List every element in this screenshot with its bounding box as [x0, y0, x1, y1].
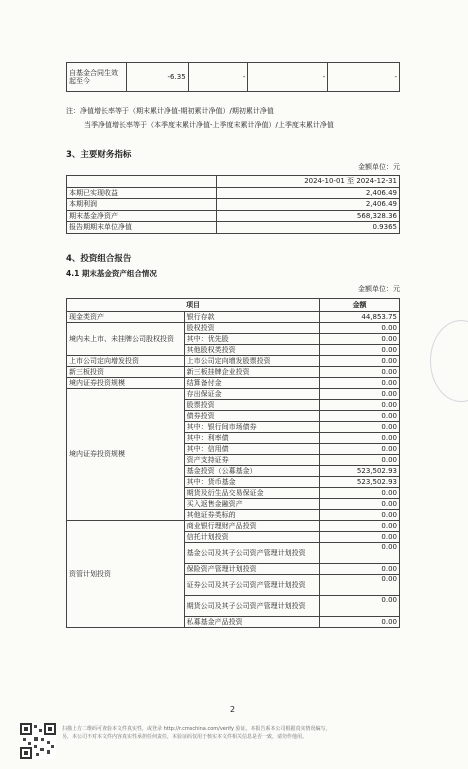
asset-allocation-table: [66, 298, 400, 628]
category-label: 境内未上市、未挂牌公司股权投资: [67, 323, 185, 356]
table-row: [67, 210, 400, 222]
item-label: 存出保证金: [184, 389, 320, 400]
indicator-label: 期末基金净资产: [67, 210, 217, 222]
amount-value: 0.00: [320, 422, 400, 433]
amount-value: 0.00: [320, 411, 400, 422]
item-label: 买入返售金融资产: [184, 499, 320, 510]
amount-value: 0.00: [320, 389, 400, 400]
indicator-value: 2,406.49: [216, 187, 400, 199]
subsection-heading: 4.1 期末基金资产组合情况: [66, 269, 157, 278]
note-line: 当季净值增长率等于（本季度末累计净值-上季度末累计净值）/上季度末累计净值: [84, 121, 334, 129]
amount-value: 0.00: [320, 433, 400, 444]
financial-indicators-table: [66, 175, 400, 234]
item-label: 新三板挂牌企业投资: [184, 367, 320, 378]
table-row: [67, 521, 400, 532]
category-label: 境内证券投资规模: [67, 378, 185, 389]
column-header-amount: 金额: [320, 299, 400, 312]
item-label: 其他证券类标的: [184, 510, 320, 521]
item-label: 上市公司定向增发股票投资: [184, 356, 320, 367]
perf-dash: -: [248, 63, 328, 92]
table-header-row: [67, 299, 400, 312]
item-label: 信托计划投资: [184, 532, 320, 543]
category-label: 境内证券投资规模: [67, 389, 185, 521]
section-heading: 3、主要财务指标: [66, 150, 132, 160]
amount-value: 0.00: [320, 323, 400, 334]
table-row: [67, 389, 400, 400]
footer-line: 另，本公司不对本文件内容真实性承担任何责任，本验证码仅用于核实本文件相关信息是否一致，请勿作他用。: [62, 734, 308, 740]
period-header: 2024-10-01 至 2024-12-31: [216, 176, 400, 188]
item-label: 其中：信用债: [184, 444, 320, 455]
amount-value: 0.00: [320, 334, 400, 345]
item-label: 证券公司及其子公司资产管理计划投资: [184, 575, 320, 596]
amount-value: 0.00: [320, 345, 400, 356]
table-row: [67, 378, 400, 389]
item-label: 商业银行理财产品投资: [184, 521, 320, 532]
amount-value: 0.00: [320, 356, 400, 367]
perf-value: -6.35: [126, 63, 188, 92]
indicator-value: 568,328.36: [216, 210, 400, 222]
item-label: 股票投资: [184, 400, 320, 411]
item-label: 其中：银行间市场债券: [184, 422, 320, 433]
item-label: 银行存款: [184, 312, 320, 323]
table-row: [67, 222, 400, 234]
verification-footer: [62, 725, 462, 741]
category-label: 资管计划投资: [67, 521, 185, 628]
note-line: 注：净值增长率等于（期末累计净值-期初累计净值）/期初累计净值: [66, 107, 274, 115]
table-row: [67, 312, 400, 323]
category-label: 新三板投资: [67, 367, 185, 378]
item-label: 其他股权类投资: [184, 345, 320, 356]
indicator-value: 0.9365: [216, 222, 400, 234]
item-label: 期货公司及其子公司资产管理计划投资: [184, 596, 320, 617]
amount-value: 0.00: [320, 596, 400, 617]
item-label: 股权投资: [184, 323, 320, 334]
indicator-value: 2,406.49: [216, 199, 400, 211]
item-label: 保险资产管理计划投资: [184, 564, 320, 575]
amount-value: 0.00: [320, 367, 400, 378]
table-row: [67, 367, 400, 378]
item-label: 其中：利率债: [184, 433, 320, 444]
amount-value: 0.00: [320, 575, 400, 596]
item-label: 基金投资（公募基金）: [184, 466, 320, 477]
perf-dash: -: [188, 63, 248, 92]
amount-value: 0.00: [320, 488, 400, 499]
indicator-label: 报告期期末单位净值: [67, 222, 217, 234]
table-row: [67, 199, 400, 211]
item-label: 其中：货币基金: [184, 477, 320, 488]
item-label: 其中：优先股: [184, 334, 320, 345]
table-row: [67, 187, 400, 199]
table-row: [67, 63, 400, 92]
amount-value: 523,502.93: [320, 477, 400, 488]
item-label: 结算备付金: [184, 378, 320, 389]
amount-value: 0.00: [320, 543, 400, 564]
amount-value: 0.00: [320, 564, 400, 575]
category-label: 现金类资产: [67, 312, 185, 323]
perf-period-label: 自基金合同生效起至今: [67, 63, 127, 92]
amount-value: 0.00: [320, 499, 400, 510]
column-header-item: 项目: [67, 299, 320, 312]
section-heading: 4、投资组合报告: [66, 254, 132, 264]
amount-value: 0.00: [320, 444, 400, 455]
amount-value: 523,502.93: [320, 466, 400, 477]
item-label: 资产支持证券: [184, 455, 320, 466]
amount-value: 0.00: [320, 532, 400, 543]
amount-value: 44,853.75: [320, 312, 400, 323]
perf-dash: -: [328, 63, 400, 92]
amount-value: 0.00: [320, 400, 400, 411]
item-label: 债券投资: [184, 411, 320, 422]
page-number: 2: [230, 705, 236, 714]
category-label: 上市公司定向增发投资: [67, 356, 185, 367]
footer-line: 扫描上方二维码可查验本文件真实性，或登录 http://r.cmschina.com/verify 验证。本报告系本公司根据真实情况编写，: [62, 726, 331, 732]
amount-value: 0.00: [320, 510, 400, 521]
amount-value: 0.00: [320, 455, 400, 466]
indicator-label: 本期利润: [67, 199, 217, 211]
table-row: [67, 356, 400, 367]
amount-value: 0.00: [320, 617, 400, 628]
item-label: 私募基金产品投资: [184, 617, 320, 628]
indicator-label: 本期已实现收益: [67, 187, 217, 199]
item-label: 基金公司及其子公司资产管理计划投资: [184, 543, 320, 564]
unit-label: 金额单位：元: [358, 163, 400, 171]
table-row: [67, 176, 400, 188]
seal-stamp: [430, 320, 468, 402]
item-label: 期货及衍生品交易保证金: [184, 488, 320, 499]
amount-value: 0.00: [320, 378, 400, 389]
qr-code-icon: [20, 723, 56, 759]
amount-value: 0.00: [320, 521, 400, 532]
unit-label: 金额单位：元: [358, 285, 400, 293]
performance-table: [66, 62, 400, 92]
table-row: [67, 323, 400, 334]
